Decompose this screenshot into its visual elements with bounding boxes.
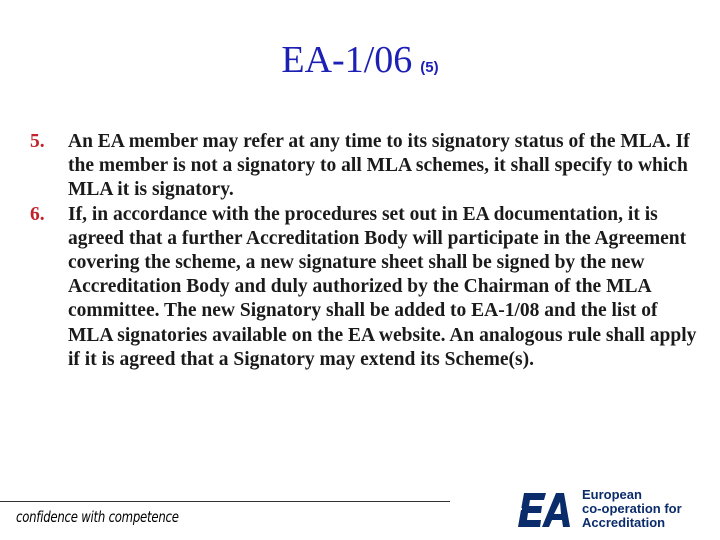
- logo-line-3: Accreditation: [582, 515, 666, 530]
- title-subtitle: (5): [420, 59, 439, 76]
- list-item-number: 6.: [30, 203, 45, 225]
- logo-line-1: European: [582, 487, 642, 502]
- ea-logo: [516, 489, 682, 529]
- footer-divider: [0, 501, 450, 502]
- title-main: EA-1/06: [281, 39, 413, 81]
- page-title: [0, 38, 720, 82]
- list-item-text: An EA member may refer at any time to its signatory status of the MLA. If the member is not a signatory to all MLA schemes, it shall specify to which MLA it is signatory.: [68, 131, 690, 201]
- ea-logo-text: [582, 488, 682, 530]
- list-item: [30, 130, 706, 203]
- list-item: [30, 203, 706, 372]
- list-item-text: If, in accordance with the procedures set out in EA documentation, it is agreed that a further Accreditation Body will participate in the Agreement covering the scheme, a new signature sheet shall be signed by the new Accreditation Body and duly authorized by the Chairman of the MLA committee. The new Signatory shall be added to EA-1/08 and the list of MLA signatories available on the EA website. An analogous rule shall apply if it is agreed that a Signatory may extend its Scheme(s).: [68, 203, 697, 370]
- list-item-number: 5.: [30, 131, 45, 152]
- footer-tagline: confidence with competence: [16, 508, 179, 526]
- logo-line-2: co-operation for: [582, 501, 682, 516]
- ea-logo-icon: [516, 489, 574, 529]
- numbered-list: [30, 130, 706, 372]
